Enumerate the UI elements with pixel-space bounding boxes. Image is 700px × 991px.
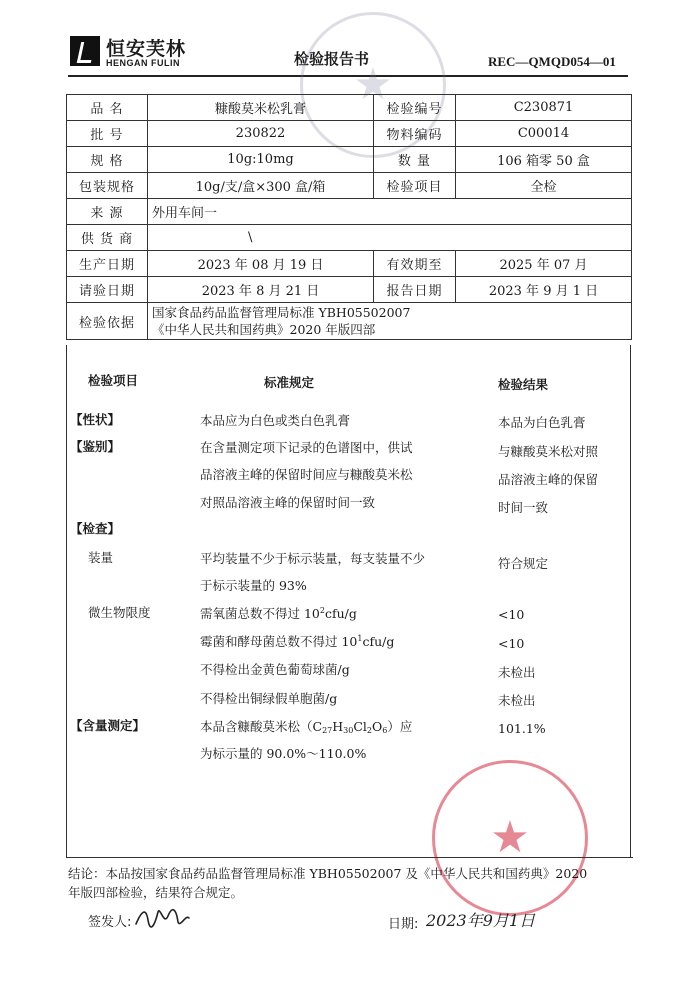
conclusion-block [66,857,633,908]
basis-line-2: 《中华人民共和国药典》2020 年版四部 [152,322,376,337]
table-row [67,121,632,147]
report-date-value: 2023 年 9 月 1 日 [456,277,632,303]
conclusion-line-2: 年版四部检验，结果符合规定。 [68,885,244,900]
identification-result-2: 品溶液主峰的保留 [498,472,599,487]
basis-line-1: 国家食品药品监督管理局标准 YBH05502007 [152,305,411,320]
company-name-en: HENGAN FULIN [106,58,180,68]
production-date-value: 2023 年 08 月 19 日 [148,251,374,277]
spec-value: 10g:10mg [148,147,374,173]
packaging-label: 包装规格 [67,173,148,199]
identification-result-3: 时间一致 [498,500,549,515]
col-header-item: 检验项目 [88,373,139,388]
table-row [67,303,632,340]
identification-standard-2: 品溶液主峰的保留时间应与糠酸莫米松 [200,467,413,482]
handwritten-signature [132,902,192,932]
inspection-no-label: 检验编号 [374,95,456,121]
source-label: 来 源 [67,199,148,225]
quantity-label: 数 量 [374,147,456,173]
expiry-value: 2025 年 07 月 [456,251,632,277]
identification-standard-3: 对照品溶液主峰的保留时间一致 [200,495,376,510]
assay-standard-2: 为标示量的 90.0%～110.0% [200,746,367,761]
inspection-item-value: 全检 [456,173,632,199]
seal-star-icon: ★ [353,59,393,110]
product-name-value: 糠酸莫米松乳膏 [148,95,374,121]
request-date-label: 请验日期 [67,277,148,303]
micro-result-3: 未检出 [498,665,536,680]
table-row [67,277,632,303]
fill-standard-2: 于标示装量的 93% [200,578,307,593]
conclusion-line-1: 结论：本品按国家食品药品监督管理局标准 YBH05502007 及《中华人民共和国药典》2020 [68,866,588,881]
spec-label: 规 格 [67,147,148,173]
table-row [67,173,632,199]
micro-standard-1: 需氧菌总数不得过 $10^2cfu/g$ [200,606,357,621]
document-code: REC—QMQD054—01 [488,54,616,69]
quantity-value: 106 箱零 50 盒 [456,147,632,173]
assay-standard-1: 本品含糠酸莫米松$(C_{27}H_{30}Cl_2O_6)$应 [200,719,413,735]
report-date-label: 报告日期 [374,277,456,303]
basis-value [148,303,632,340]
product-name-label: 品 名 [67,95,148,121]
inspection-no-value: C230871 [456,95,632,121]
supplier-value: \ [148,225,632,251]
micro-result-1: <10 [498,607,525,622]
product-info-table [66,94,632,340]
assay-label: 【含量测定】 [70,718,146,733]
micro-result-4: 未检出 [498,693,536,708]
micro-standard-2: 霉菌和酵母菌总数不得过 $10^1cfu/g$ [200,634,395,649]
table-row [67,225,632,251]
handwritten-date: 2023年9月1日 [426,911,536,930]
identification-label: 【鉴别】 [70,439,121,454]
table-row [67,95,632,121]
packaging-value: 10g/支/盒×300 盒/箱 [148,173,374,199]
appearance-result: 本品为白色乳膏 [498,415,586,430]
expiry-label: 有效期至 [374,251,456,277]
check-label: 【检查】 [70,521,121,536]
appearance-label: 【性状】 [70,412,121,427]
date-label: 日期: [388,917,419,932]
production-date-label: 生产日期 [67,251,148,277]
material-code-value: C00014 [456,121,632,147]
batch-label: 批 号 [67,121,148,147]
logo-mark-icon [70,36,100,66]
fill-result: 符合规定 [498,556,549,571]
supplier-label: 供 货 商 [67,225,148,251]
micro-label: 微生物限度 [88,605,151,620]
signer-label: 签发人: [88,915,132,930]
table-row [67,199,632,225]
basis-label: 检验依据 [67,303,148,340]
appearance-standard: 本品应为白色或类白色乳膏 [200,413,351,428]
source-value: 外用车间一 [148,199,632,225]
col-header-result: 检验结果 [498,377,549,392]
company-logo [70,34,220,74]
batch-value: 230822 [148,121,374,147]
micro-standard-4: 不得检出铜绿假单胞菌/g [200,691,338,706]
table-row [67,251,632,277]
micro-standard-3: 不得检出金黄色葡萄球菌/g [200,662,350,677]
inspection-item-label: 检验项目 [374,173,456,199]
material-code-label: 物料编码 [374,121,456,147]
document-title: 检验报告书 [294,50,370,68]
identification-standard-1: 在含量测定项下记录的色谱图中，供试 [200,440,413,455]
assay-result: 101.1% [498,721,546,736]
fill-label: 装量 [88,550,114,565]
request-date-value: 2023 年 8 月 21 日 [148,277,374,303]
seal-star-icon: ★ [490,812,530,863]
micro-result-2: <10 [498,636,525,651]
identification-result-1: 与糠酸莫米松对照 [498,444,599,459]
fill-standard-1: 平均装量不少于标示装量，每支装量不少 [200,551,426,566]
table-row [67,147,632,173]
company-name-cn: 恒安芙林 [106,38,187,60]
col-header-standard: 标准规定 [264,375,315,390]
